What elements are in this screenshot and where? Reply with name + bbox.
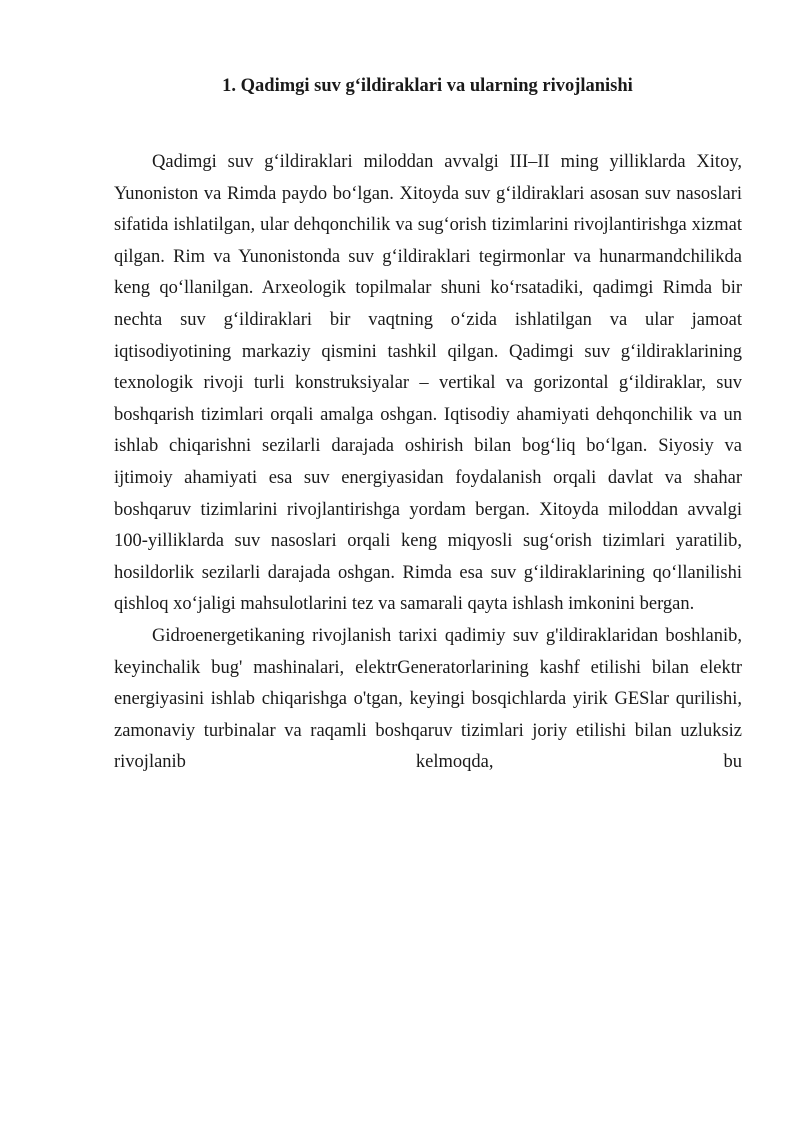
section-heading: 1. Qadimgi suv g‘ildiraklari va ularning rivojlanishi [222,76,633,96]
paragraph-water-wheels-history: Qadimgi suv g‘ildiraklari miloddan avvalgi III–II ming yilliklarda Xitoy, Yunoniston va Rimda paydo bo‘lgan. Xitoyda suv g‘ildiraklari asosan suv nasoslari sifatida ishlatilgan, ular dehqonchilik va sug‘orish tizimlarini rivojlantirishga xizmat qilgan. Rim va Yunonistonda suv g‘ildiraklari tegirmonlar va hunarmandchilikda keng qo‘llanilgan. Arxeologik topilmalar shuni ko‘rsatadiki, qadimgi Rimda bir nechta suv g‘ildiraklari bir vaqtning o‘zida ishlatilgan va ular jamoat iqtisodiyotining markaziy qismini tashkil qilgan. Qadimgi suv g‘ildiraklarining texnologik rivoji turli konstruksiyalar – vertikal va gorizontal g‘ildiraklar, suv boshqarish tizimlari orqali amalga oshgan. Iqtisodiy ahamiyati dehqonchilik va un ishlab chiqarishni sezilarli darajada oshirish bilan bog‘liq bo‘lgan. Siyosiy va ijtimoiy ahamiyati esa suv energiyasidan foydalanish orqali davlat va shahar boshqaruv tizimlarini rivojlantirishga yordam bergan. Xitoyda miloddan avvalgi 100-yilliklarda suv nasoslari orqali keng miqyosli sug‘orish tizimlari yaratilib, hosildorlik sezilarli darajada oshgan. Rimda esa suv g‘ildiraklarining qo‘llanilishi qishloq xo‘jaligi mahsulotlarini tez va samarali qayta ishlash imkonini bergan. [114,152,742,615]
paragraph-hydropower-development: Gidroenergetikaning rivojlanish tarixi qadimiy suv g'ildiraklaridan boshlanib, keyinchalik bug' mashinalari, elektrGeneratorlarining kashf etilishi bilan elektr energiyasini ishlab chiqarishga o'tgan, keyingi bosqichlarda yirik GESlar qurilishi, zamonaviy turbinalar va raqamli boshqaruv tizimlari joriy etilishi bilan uzluksiz rivojlanib kelmoqda, bu [114,625,742,773]
body-text [114,147,742,779]
